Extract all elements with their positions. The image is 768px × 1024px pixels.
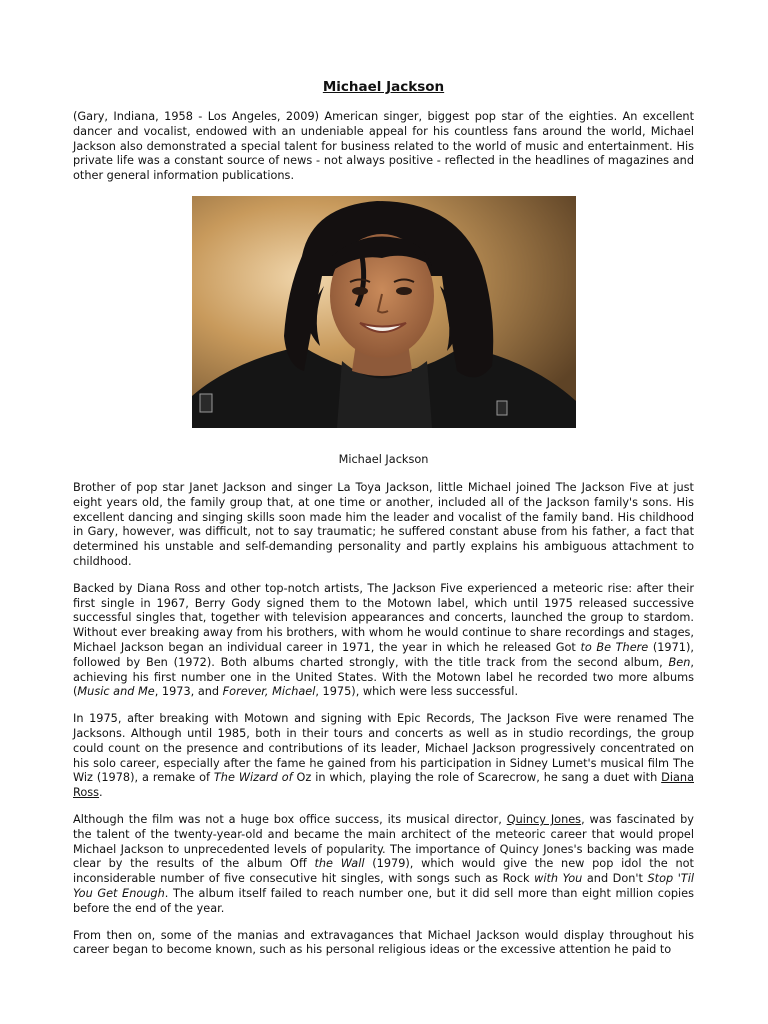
text-span: In 1975, after breaking with Motown and signing with Epic Records, The Jackson Five were renamed The Jacksons. Although until 1985, both in their tours and concerts as well as in studio recordings, the group could count on the presence and contributions of its leader, Michael Jackson progressively concentrated on his solo career, especially after the fame he gained from his participation in Sidney Lumet's musical film The Wiz (1978), a remake of <box>73 712 694 785</box>
text-span: Oz in which, playing the role of Scarecrow, he sang a duet with <box>292 771 662 785</box>
text-span: , was fascinated by the talent of the twenty-year-old and became the main architect of the meteoric career that would propel Michael Jackson to unprecedented levels of popularity. The importance of Quincy Jones's backing was made clear by the results of the album Off <box>73 812 694 871</box>
text-span: Backed by Diana Ross and other top-notch artists, The Jackson Five experienced a meteoric rise: after their first single in 1967, Berry Gody signed them to the Motown label, which until 1975 released successive successful singles that, together with television appearances and concerts, launched the group to stardom. Without ever breaking away from his brothers, with whom he would continue to share recordings and stages, Michael Jackson began an individual career in 1971, the year in which he released Got <box>73 581 694 654</box>
document-page <box>73 78 694 970</box>
text-span: and Don't <box>582 872 648 886</box>
italic-span: Ben <box>668 655 691 669</box>
intro-paragraph: (Gary, Indiana, 1958 - Los Angeles, 2009) American singer, biggest pop star of the eighties. An excellent dancer and vocalist, endowed with an undeniable appeal for his countless fans around the world, Michael Jackson also demonstrated a special talent for business related to the world of music and entertainment. His private life was a constant source of news - not always positive - reflected in the headlines of magazines and other general information publications. <box>73 110 694 183</box>
italic-span: Stop 'Til You Get Enough <box>73 872 694 900</box>
text-span: (1971), followed by Ben (1972). Both albums charted strongly, with the title track from the second album, <box>73 640 694 669</box>
paragraph-manias: From then on, some of the manias and extravagances that Michael Jackson would display throughout his career began to become known, such as his personal religious ideas or the excessive attention he paid to <box>73 928 694 957</box>
quincy-jones-link[interactable]: Quincy Jones <box>506 812 582 826</box>
text-span: , 1973, and <box>154 685 223 699</box>
paragraph-quincy-jones <box>73 813 694 917</box>
paragraph-childhood: Brother of pop star Janet Jackson and singer La Toya Jackson, little Michael joined The Jackson Five at just eight years old, the family group that, at one time or another, included all of the Jackson family's sons. His excellent dancing and singing skills soon made him the leader and vocalist of the family band. His childhood in Gary, however, was difficult, not to say traumatic; he suffered constant abuse from his father, a fact that determined his unstable and self-demanding personality and partly explains his ambiguous attachment to childhood. <box>73 480 694 568</box>
italic-span: the Wall <box>314 857 365 871</box>
text-span: Although the film was not a huge box office success, its musical director, <box>73 812 507 826</box>
text-span: . The album itself failed to reach number one, but it did sell more than eight million copies before the end of the year. <box>73 886 694 915</box>
photo-caption: Michael Jackson <box>338 452 429 466</box>
text-span: (1979), which would give the new pop idol the not inconsiderable number of five consecutive hit singles, with songs such as Rock <box>73 857 694 886</box>
diana-ross-link[interactable]: Diana Ross <box>73 771 694 800</box>
italic-span: The Wizard of <box>213 771 293 785</box>
italic-span: Forever, Michael <box>222 685 316 699</box>
italic-span: with You <box>534 872 583 886</box>
text-span: . <box>99 786 103 800</box>
italic-span: Music and Me <box>77 685 155 699</box>
text-span: , 1975), which were less successful. <box>315 685 519 699</box>
portrait-illustration <box>192 196 576 428</box>
paragraph-epic-records <box>73 712 694 801</box>
portrait-photo <box>192 196 576 428</box>
italic-span: to Be There <box>580 640 649 654</box>
text-span: , achieving his first number one in the United States. With the Motown label he recorded two more albums ( <box>73 655 694 699</box>
page-title: Michael Jackson <box>322 79 445 95</box>
paragraph-jackson-five <box>73 582 694 700</box>
